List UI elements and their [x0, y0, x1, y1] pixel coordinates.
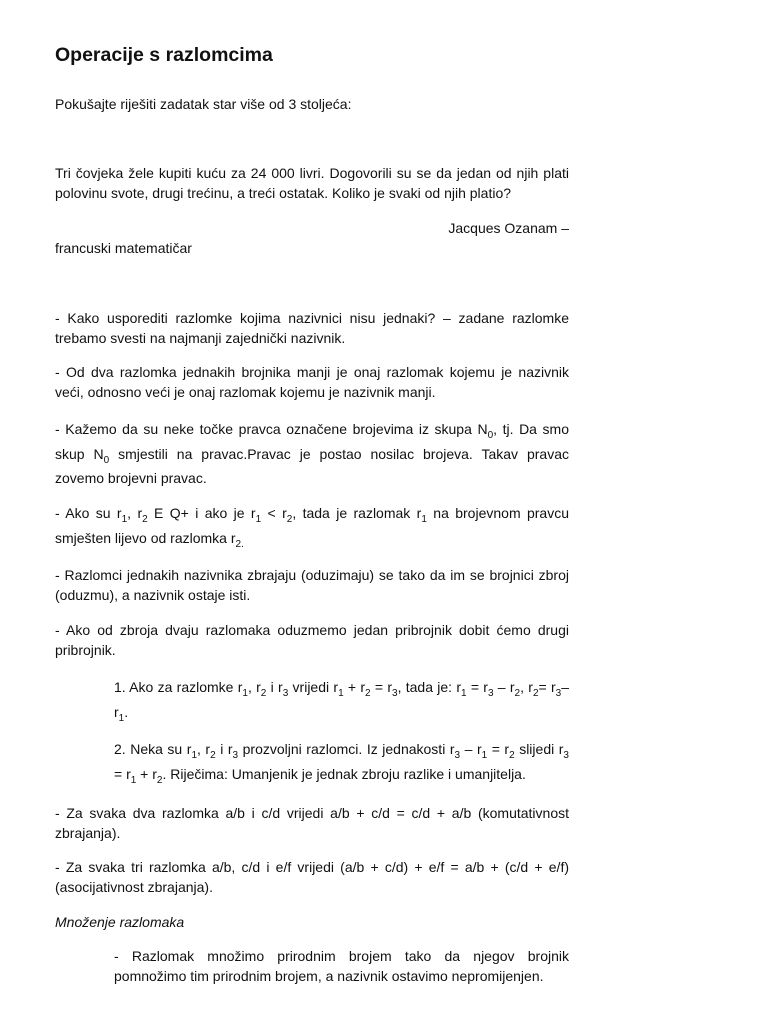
section-heading: Množenje razlomaka	[55, 914, 185, 930]
paragraph-equal-numerators: - Od dva razlomka jednakih brojnika manji je onaj razlomak kojemu je nazivnik veći, odnosno veći je onaj razlomak kojemu je nazivnik manji.	[55, 364, 569, 400]
paragraph-subtract-addend: - Ako od zbroja dvaju razlomaka oduzmemo jedan pribrojnik dobit ćemo drugi pribrojnik.	[55, 622, 569, 658]
paragraph-ordering: - Ako su $r_1$, $r_2$ E Q+ i ako je $r_1 < r_2$, tada je razlomak $r_1$ na brojevnom pravcu smješten lijevo od razlomka $r_{2.}$	[55, 505, 569, 550]
author-role: francuski matematičar	[55, 240, 192, 256]
intro-text: Pokušajte riješiti zadatak star više od 3 stoljeća:	[55, 96, 352, 112]
page-title: Operacije s razlomcima	[55, 44, 273, 66]
paragraph-associativity: - Za svaka tri razlomka a/b, c/d i e/f vrijedi (a/b + c/d) + e/f = a/b + (c/d + e/f) (asocijativnost zbrajanja).	[55, 859, 569, 895]
list-item-2: 2. Neka su $r_1$, $r_2$ i $r_3$ prozvoljni razlomci. Iz jednakosti $r_3 - r_1 = r_2$ slijedi $r_3 = r_1 + r_2$. Riječima: Umanjenik je jednak zbroju razlike i umanjitelja.	[114, 741, 569, 786]
paragraph-same-denominator: - Razlomci jednakih nazivnika zbrajaju (oduzimaju) se tako da im se brojnici zbroj (oduzmu), a nazivnik ostaje isti.	[55, 567, 569, 603]
paragraph-commutativity: - Za svaka dva razlomka a/b i c/d vrijedi a/b + c/d = c/d + a/b (komutativnost zbrajanja).	[55, 805, 569, 841]
list-item-1: 1. Ako za razlomke $r_1$, $r_2$ i $r_3$ vrijedi $r_1 + r_2 = r_3$, tada je: $r_1 = r_3 - r_2$, $r_2= r_3-$ $r_1$.	[114, 679, 569, 724]
paragraph-compare-fractions: - Kako usporediti razlomke kojima nazivnici nisu jednaki? – zadane razlomke trebamo svesti na najmanji zajednički nazivnik.	[55, 310, 569, 346]
author-name: Jacques Ozanam –	[448, 220, 569, 236]
paragraph-multiplication: - Razlomak množimo prirodnim brojem tako da njegov brojnik pomnožimo tim prirodnim brojem, a nazivnik ostavimo nepromijenjen.	[114, 948, 569, 984]
paragraph-number-line: - Kažemo da su neke točke pravca označene brojevima iz skupa $N_0$, tj. Da smo skup $N_0$ smjestili na pravac.Pravac je postao nosilac brojeva. Takav pravac zovemo brojevni pravac.	[55, 421, 569, 486]
problem-text: Tri čovjeka žele kupiti kuću za 24 000 livri. Dogovorili su se da jedan od njih plati polovinu svote, drugi trećinu, a treći ostatak. Koliko je svaki od njih platio?	[55, 165, 569, 201]
